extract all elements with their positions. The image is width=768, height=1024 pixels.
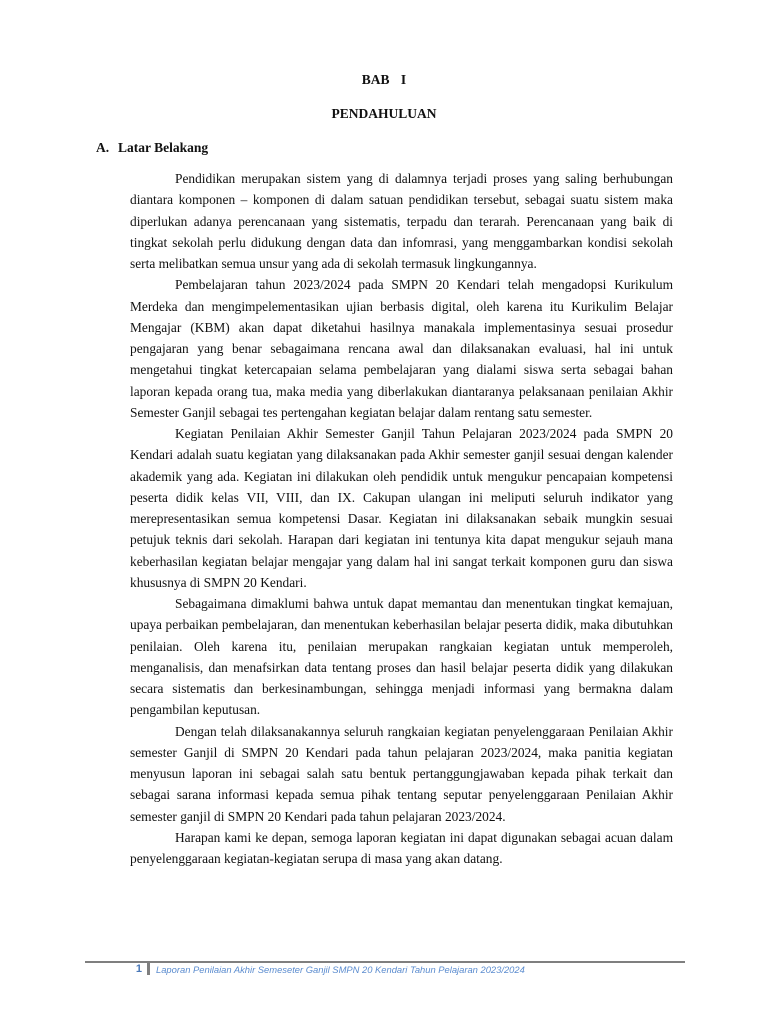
paragraph: Dengan telah dilaksanakannya seluruh rangkaian kegiatan penyelenggaraan Penilaian Akhir semester Ganjil di SMPN 20 Kendari pada tahun pelajaran 2023/2024, maka panitia kegiatan menyusun laporan ini sebagai salah satu bentuk pertanggungjawaban kepada pihak terkait dan sebagai sarana informasi kepada semua pihak tentang seputar penyelenggaraan Penilaian Akhir semester ganjil di SMPN 20 Kendari pada tahun pelajaran 2023/2024. (130, 723, 673, 824)
section-title: Latar Belakang (118, 140, 209, 155)
page-number: 1 (135, 963, 142, 975)
paragraph: Sebagaimana dimaklumi bahwa untuk dapat memantau dan menentukan tingkat kemajuan, upaya perbaikan pembelajaran, dan menentukan keberhasilan belajar peserta didik, maka dibutuhkan penilaian. Oleh karena itu, penilaian merupakan rangkaian kegiatan untuk memperoleh, menganalisis, dan menafsirkan data tentang proses dan hasil belajar peserta didik yang dilakukan secara sistematis dan berkesinambungan, sehingga menjadi informasi yang bermakna dalam pengambilan keputusan. (130, 596, 673, 718)
section-heading (96, 140, 208, 156)
footer-separator (147, 963, 150, 975)
paragraph: Kegiatan Penilaian Akhir Semester Ganjil Tahun Pelajaran 2023/2024 pada SMPN 20 Kendari adalah suatu kegiatan yang dilaksanakan pada Akhir semester ganjil sesuai dengan kalender akademik yang ada. Kegiatan ini dilakukan oleh pendidik untuk mengukur pencapaian kompetensi peserta didik kelas VII, VIII, dan IX. Cakupan ulangan ini meliputi seluruh indikator yang merepresentasikan semua kompetensi Dasar. Kegiatan ini dilaksanakan sebaik mungkin sesuai petujuk teknis dari sekolah. Harapan dari kegiatan ini tentunya kita dapat mengukur sejauh mana keberhasilan kegiatan belajar mengajar yang dalam hal ini sangat terkait komponen guru dan siswa khususnya di SMPN 20 Kendari. (130, 426, 673, 590)
chapter-heading: BAB I (361, 72, 407, 87)
chapter-title: PENDAHULUAN (331, 106, 437, 121)
body-text (130, 168, 673, 869)
page-footer (130, 963, 525, 975)
footer-text: Laporan Penilaian Akhir Semeseter Ganjil SMPN 20 Kendari Tahun Pelajaran 2023/2024 (156, 963, 525, 975)
paragraph: Pembelajaran tahun 2023/2024 pada SMPN 20 Kendari telah mengadopsi Kurikulum Merdeka dan mengimpelementasikan ujian berbasis digital, oleh karena itu Kurikulim Belajar Mengajar (KBM) akan dapat diketahui hasilnya manakala implementasinya sesuai prosedur pengajaran yang benar sebagaimana rencana awal dan dilaksanakan evaluasi, hal ini untuk mengetahui tingkat ketercapaian selama pembelajaran yang dialami siswa serta sebagai bahan laporan kepada orang tua, maka media yang diberlakukan diantaranya pelaksanaan penilaian Akhir Semester Ganjil sebagai tes pertengahan kegiatan belajar dalam rentang satu semester. (130, 277, 673, 420)
section-letter: A. (96, 140, 110, 155)
paragraph: Pendidikan merupakan sistem yang di dalamnya terjadi proses yang saling berhubungan diantara komponen – komponen di dalam satuan pendidikan tersebut, sebagai suatu sistem maka diperlukan adanya perencanaan yang sistematis, terpadu dan terarah. Perencanaan yang baik di tingkat sekolah perlu didukung dengan data dan infomrasi, yang menggambarkan kondisi sekolah serta melibatkan semua unsur yang ada di sekolah termasuk lingkungannya. (130, 171, 673, 271)
paragraph: Harapan kami ke depan, semoga laporan kegiatan ini dapat digunakan sebagai acuan dalam penyelenggaraan kegiatan-kegiatan serupa di masa yang akan datang. (130, 829, 673, 866)
